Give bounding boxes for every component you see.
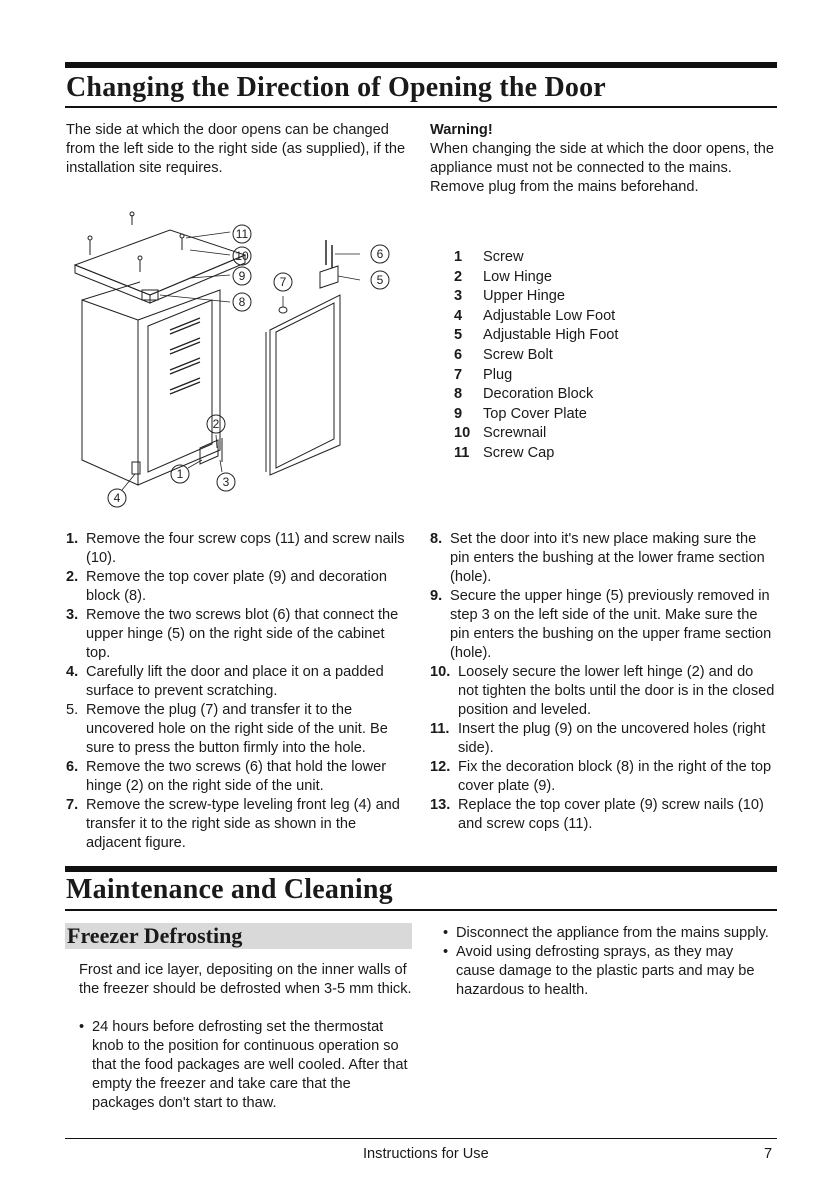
callout-8: 8 [238,295,246,309]
list-item: 12. Fix the decoration block (8) in the right of the top cover plate (9). [430,759,772,794]
footer-label: Instructions for Use [363,1146,489,1162]
page-number: 7 [764,1146,773,1162]
steps-left [66,530,411,853]
callout-10: 10 [235,249,249,263]
list-item: 6 Screw Bolt [454,346,553,363]
list-item: • 24 hours before defrosting set the thermostat knob to the position for continuous operation so that the food packages are well cooled. After that empty the freezer and take care that the packages don't start to thaw. [79,1018,409,1113]
subheading-freezer-defrosting: Freezer Defrosting [67,923,243,948]
callout-3: 3 [222,475,230,489]
list-item: 1. Remove the four screw cops (11) and screw nails (10). [66,531,405,566]
door-reversal-diagram [70,210,410,510]
top-plate-edge-front [75,265,150,303]
defrost-bullets-right [443,924,773,1000]
callout-6: 6 [376,247,384,261]
top-cover-plate [75,230,245,295]
list-item: • Disconnect the appliance from the mains supply. [443,924,773,943]
list-item: 3 Upper Hinge [454,288,565,305]
section-title-maintenance: Maintenance and Cleaning [66,874,393,905]
list-item: 2 Low Hinge [454,268,552,285]
intro-text: The side at which the door opens can be changed from the left side to the right side (as supplied), if the installation site requires. [66,122,406,176]
warning-text: When changing the side at which the door opens, the appliance must not be connected to the mains. Remove plug from the mains beforehand. [430,141,774,195]
list-item: 5 Adjustable High Foot [454,327,619,344]
list-item: • Avoid using defrosting sprays, as they may cause damage to the plastic parts and may be hazardous to health. [443,943,773,1000]
list-item: 6. Remove the two screws (6) that hold the lower hinge (2) on the right side of the unit. [66,759,387,794]
list-item: 11. Insert the plug (9) on the uncovered holes (right side). [430,721,766,756]
callout-7: 7 [279,275,287,289]
section-title-underline [65,909,777,911]
list-item: 3. Remove the two screws blot (6) that connect the upper hinge (5) on the right side of the cabinet top. [66,607,399,661]
list-item: 9 Top Cover Plate [454,405,587,422]
list-item: 5. Remove the plug (7) and transfer it to the uncovered hole on the right side of the unit. Be sure to press the button firmly into the hole. [66,702,388,756]
callout-1: 1 [176,467,184,481]
list-item: 4. Carefully lift the door and place it on a padded surface to prevent scratching. [66,664,384,699]
list-item: 4 Adjustable Low Foot [454,307,616,324]
parts-list [454,248,618,464]
list-item: 11 Screw Cap [454,444,555,461]
upper-hinge [320,266,338,288]
callout-5: 5 [376,273,384,287]
callout-2: 2 [212,417,220,431]
warning-block [430,121,775,197]
warning-title: Warning! [430,122,493,138]
callout-11: 11 [235,227,249,241]
defrost-intro: Frost and ice layer, depositing on the inner walls of the freezer should be defrosted when 3-5 mm thick. [79,962,412,997]
callout-9: 9 [238,269,246,283]
section-title-underline [65,106,777,108]
section-top-bar [65,62,777,68]
cabinet-front [138,290,220,485]
section-title-door: Changing the Direction of Opening the Door [66,72,606,103]
section-top-bar [65,866,777,872]
cabinet-side [82,300,138,485]
list-item: 7 Plug [454,366,513,383]
list-item: 8 Decoration Block [454,386,594,403]
list-item: 1 Screw [454,249,524,265]
list-item: 2. Remove the top cover plate (9) and decoration block (8). [66,569,387,604]
list-item: 10 Screwnail [454,425,547,442]
list-item: 13. Replace the top cover plate (9) screw nails (10) and screw cops (11). [430,797,764,832]
plug [279,307,287,313]
callout-4: 4 [113,491,121,505]
shelves [170,318,200,394]
steps-right [430,530,775,834]
list-item: 10. Loosely secure the lower left hinge (2) and do not tighten the bolts until the door is in the closed position and leveled. [430,664,775,718]
door-panel [270,295,340,475]
footer-rule [65,1138,777,1139]
adjustable-low-foot [132,462,140,474]
list-item: 7. Remove the screw-type leveling front leg (4) and transfer it to the right side as shown in the adjacent figure. [66,797,400,851]
defrost-bullets-left [79,1018,409,1113]
list-item: 9. Secure the upper hinge (5) previously removed in step 3 on the left side of the unit. Make sure the pin enters the bushing on the upper frame section (hole). [430,588,772,661]
callout-markers [108,225,389,507]
list-item: 8. Set the door into it's new place making sure the pin enters the bushing at the lower frame section (hole). [430,531,765,585]
